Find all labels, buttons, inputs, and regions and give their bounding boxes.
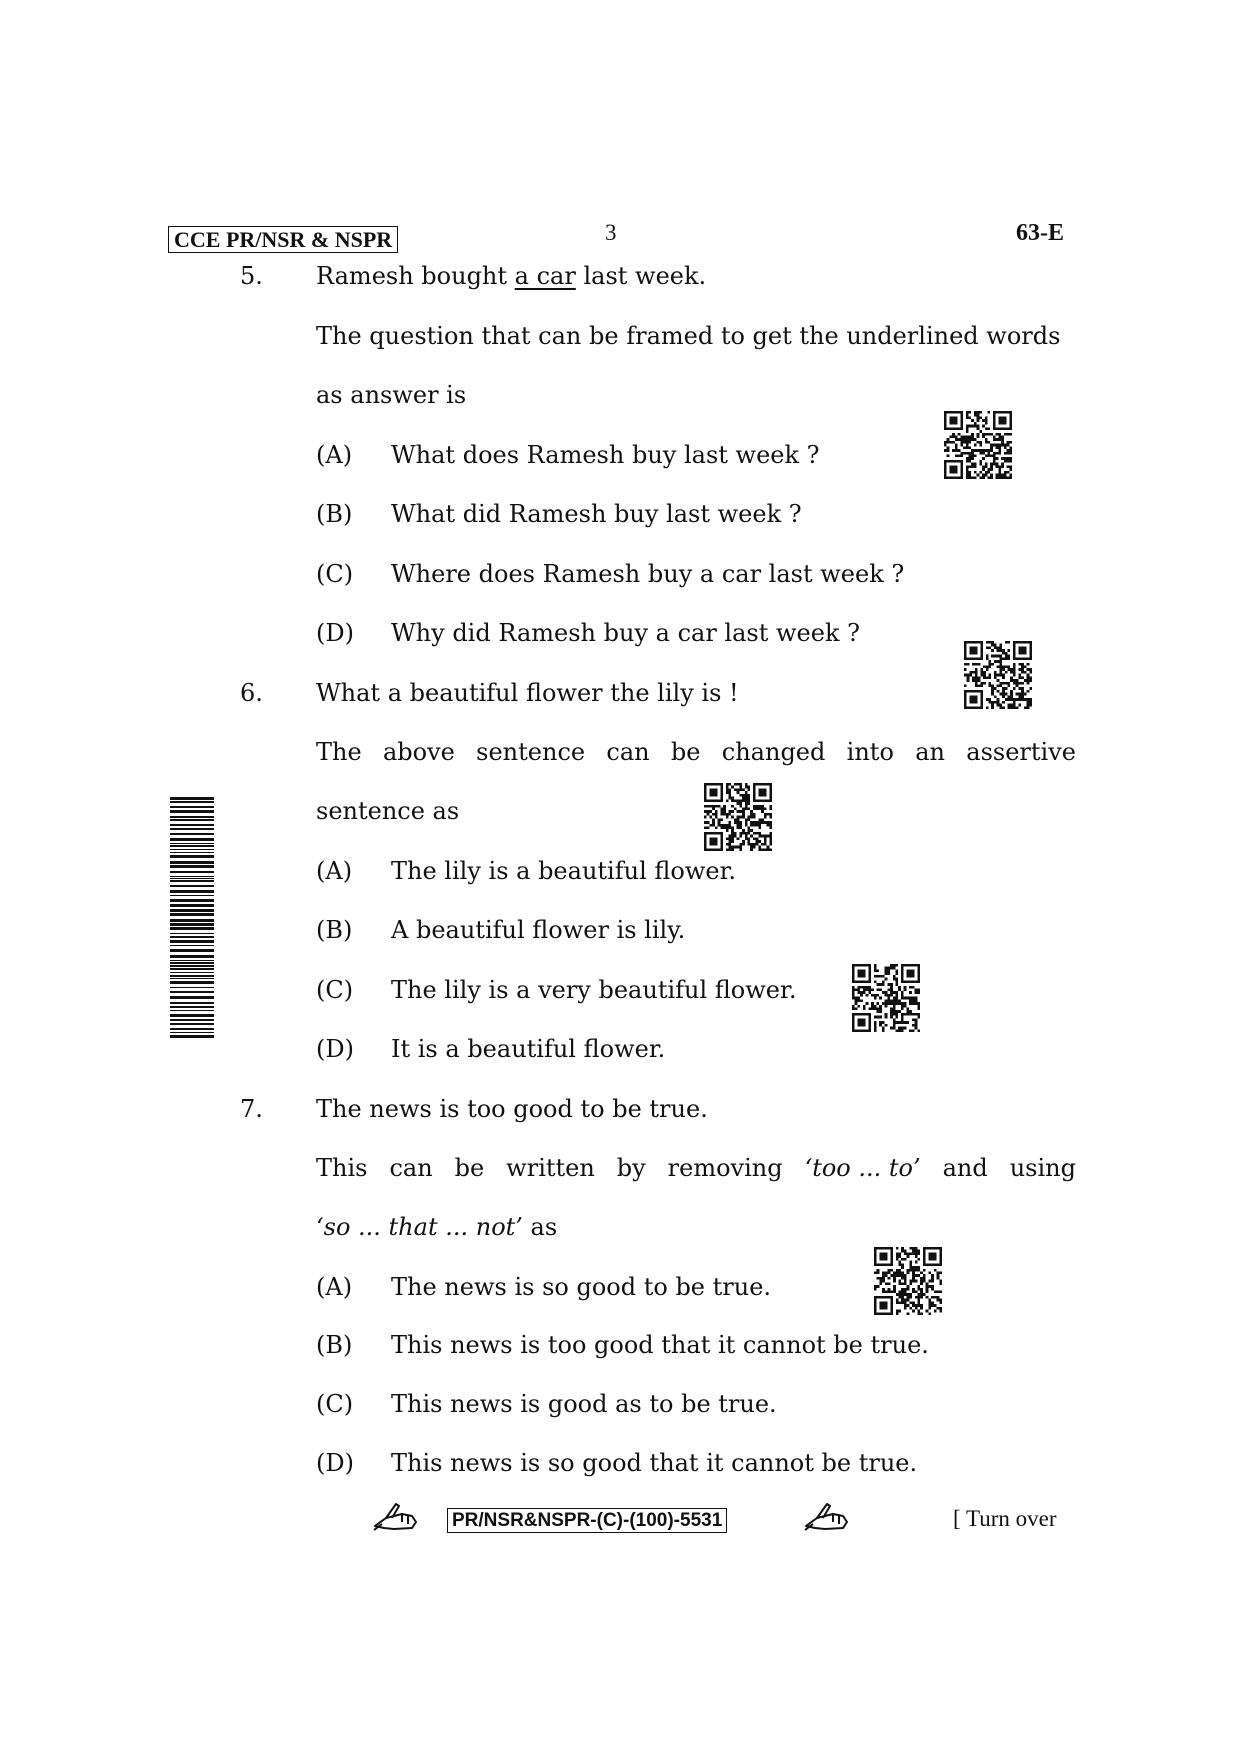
word: written bbox=[506, 1154, 595, 1182]
stem-text: Ramesh bought bbox=[316, 262, 515, 290]
word: changed bbox=[721, 738, 826, 766]
option-text: It is a beautiful flower. bbox=[391, 1035, 666, 1063]
option-text: Why did Ramesh buy a car last week ? bbox=[391, 619, 860, 647]
option-label: (A) bbox=[316, 1273, 353, 1301]
question-7-number: 7. bbox=[240, 1095, 263, 1123]
option-text: The lily is a very beautiful flower. bbox=[391, 976, 797, 1004]
qr-code-icon bbox=[964, 641, 1032, 709]
word: removing bbox=[667, 1154, 783, 1182]
option-label: (D) bbox=[316, 1449, 354, 1477]
qr-code-icon bbox=[944, 411, 1012, 479]
word: an bbox=[915, 738, 945, 766]
question-5-instruction-line1: The question that can be framed to get the underlined words bbox=[316, 322, 1061, 350]
option-text: The lily is a beautiful flower. bbox=[391, 857, 737, 885]
writing-hand-icon bbox=[372, 1500, 420, 1532]
question-6-number: 6. bbox=[240, 679, 263, 707]
word: by bbox=[616, 1154, 646, 1182]
question-7-instruction-line1 bbox=[316, 1154, 1076, 1182]
question-6-instruction-line2: sentence as bbox=[316, 797, 460, 825]
word: using bbox=[1009, 1154, 1076, 1182]
option-label: (D) bbox=[316, 1035, 354, 1063]
word: The bbox=[316, 738, 362, 766]
underlined-words: a car bbox=[514, 262, 576, 290]
option-label: (C) bbox=[316, 1390, 354, 1418]
question-5-stem bbox=[316, 262, 706, 290]
footer-code-box: PR/NSR&NSPR-(C)-(100)-5531 bbox=[447, 1508, 727, 1533]
option-text: This news is so good that it cannot be true. bbox=[391, 1449, 918, 1477]
qr-code-icon bbox=[874, 1247, 942, 1315]
qr-code-icon bbox=[704, 783, 772, 851]
page-number: 3 bbox=[605, 220, 617, 245]
option-text: Where does Ramesh buy a car last week ? bbox=[391, 560, 905, 588]
word: be bbox=[454, 1154, 485, 1182]
stem-text: last week. bbox=[575, 262, 707, 290]
option-text: What did Ramesh buy last week ? bbox=[391, 500, 802, 528]
option-label: (C) bbox=[316, 976, 354, 1004]
word: above bbox=[382, 738, 455, 766]
word: and bbox=[942, 1154, 988, 1182]
word: This bbox=[316, 1154, 368, 1182]
option-label: (B) bbox=[316, 916, 353, 944]
option-text: A beautiful flower is lily. bbox=[391, 916, 686, 944]
quoted-phrase: ‘too ... to’ bbox=[804, 1154, 921, 1182]
word: can bbox=[389, 1154, 433, 1182]
option-label: (A) bbox=[316, 441, 353, 469]
header-code-box: CCE PR/NSR & NSPR bbox=[168, 226, 398, 253]
question-5-instruction-line2: as answer is bbox=[316, 381, 467, 409]
word: can bbox=[606, 738, 650, 766]
question-7-stem: The news is too good to be true. bbox=[316, 1095, 708, 1123]
option-text: What does Ramesh buy last week ? bbox=[391, 441, 820, 469]
question-5-number: 5. bbox=[240, 262, 263, 290]
writing-hand-icon bbox=[803, 1500, 851, 1532]
question-6-stem: What a beautiful flower the lily is ! bbox=[316, 679, 739, 707]
option-label: (A) bbox=[316, 857, 353, 885]
option-text: The news is so good to be true. bbox=[391, 1273, 772, 1301]
word: be bbox=[670, 738, 701, 766]
paper-code: 63-E bbox=[1016, 220, 1064, 246]
question-6-instruction-line1 bbox=[316, 738, 1076, 766]
turn-over-label: [ Turn over bbox=[953, 1506, 1057, 1531]
barcode-icon bbox=[170, 797, 214, 1039]
option-text: This news is good as to be true. bbox=[391, 1390, 777, 1418]
word: assertive bbox=[966, 738, 1076, 766]
option-text: This news is too good that it cannot be true. bbox=[391, 1331, 929, 1359]
word: as bbox=[522, 1213, 558, 1241]
option-label: (D) bbox=[316, 619, 354, 647]
option-label: (B) bbox=[316, 1331, 353, 1359]
option-label: (C) bbox=[316, 560, 354, 588]
quoted-phrase: ‘so ... that ... not’ bbox=[316, 1213, 523, 1241]
word: into bbox=[846, 738, 894, 766]
word: sentence bbox=[476, 738, 586, 766]
question-7-instruction-line2 bbox=[316, 1213, 557, 1241]
qr-code-icon bbox=[852, 964, 920, 1032]
option-label: (B) bbox=[316, 500, 353, 528]
